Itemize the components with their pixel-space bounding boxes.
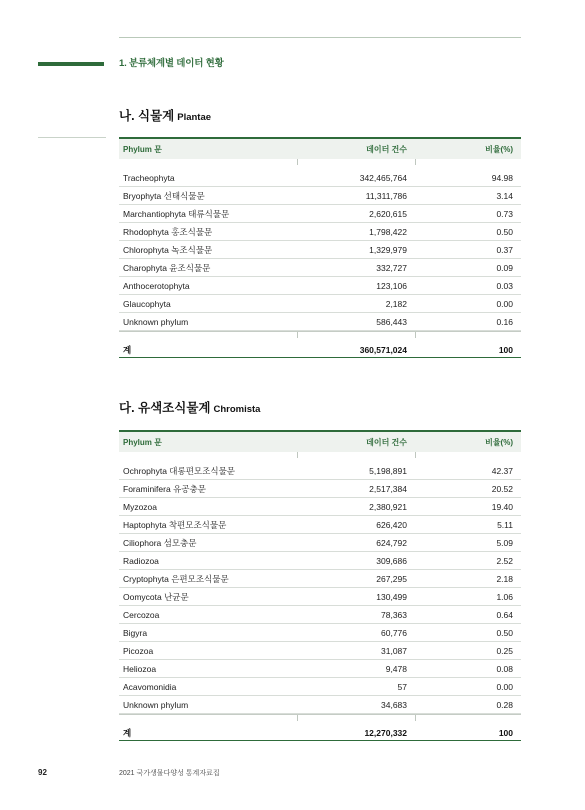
count-cell: 1,329,979 <box>369 244 407 255</box>
count-cell: 78,363 <box>381 609 407 620</box>
header-pct: 비율(%) <box>485 144 513 154</box>
phylum-cell: Marchantiophyta 태류식물문 <box>123 208 230 219</box>
phylum-cell: Charophyta 윤조식물문 <box>123 262 211 273</box>
count-cell: 31,087 <box>381 645 407 656</box>
pct-cell: 1.06 <box>496 591 513 602</box>
chromista-title-en: Chromista <box>213 404 261 415</box>
count-cell: 2,620,615 <box>369 208 407 219</box>
phylum-cell: Rhodophyta 홍조식물문 <box>123 226 213 237</box>
table-row <box>119 169 521 187</box>
total-pct: 100 <box>498 727 513 738</box>
count-cell: 586,443 <box>376 316 407 327</box>
pct-cell: 5.11 <box>497 519 513 530</box>
table-row <box>119 660 521 678</box>
chromista-title-kr: 다. 유색조식물계 <box>119 401 211 415</box>
phylum-cell: Oomycota 난균문 <box>123 591 189 602</box>
count-cell: 123,106 <box>376 280 407 291</box>
table-row <box>119 606 521 624</box>
table-row <box>119 516 521 534</box>
top-divider <box>119 37 521 38</box>
table-row <box>119 187 521 205</box>
pct-cell: 0.28 <box>496 699 513 710</box>
table-row <box>119 642 521 660</box>
count-cell: 342,465,764 <box>359 172 407 183</box>
pct-cell: 42.37 <box>491 465 513 476</box>
phylum-cell: Cryptophyta 은편모조식물문 <box>123 573 229 584</box>
pct-cell: 3.14 <box>496 190 513 201</box>
count-cell: 60,776 <box>381 627 407 638</box>
plantae-title <box>119 106 211 124</box>
pct-cell: 2.18 <box>496 573 513 584</box>
phylum-cell: Heliozoa <box>123 663 157 674</box>
table-total-row <box>119 342 521 358</box>
tick-row <box>119 159 521 169</box>
pct-cell: 20.52 <box>491 483 513 494</box>
table-header <box>119 430 521 452</box>
phylum-cell: Radiozoa <box>123 555 159 566</box>
phylum-cell: Haptophyta 착편모조식물문 <box>123 519 227 530</box>
table-body <box>119 169 521 331</box>
pct-cell: 0.73 <box>496 208 513 219</box>
phylum-cell: Bryophyta 선태식물문 <box>123 190 205 201</box>
table-header <box>119 137 521 159</box>
total-label: 계 <box>123 344 132 355</box>
phylum-cell: Ciliophora 섬모충문 <box>123 537 197 548</box>
pct-cell: 94.98 <box>491 172 513 183</box>
count-cell: 309,686 <box>376 555 407 566</box>
table-row <box>119 277 521 295</box>
pct-cell: 0.64 <box>496 609 513 620</box>
chromista-table <box>119 430 521 741</box>
pct-cell: 19.40 <box>491 501 513 512</box>
count-cell: 626,420 <box>376 519 407 530</box>
phylum-cell: Tracheophyta <box>123 172 175 183</box>
table-row <box>119 624 521 642</box>
count-cell: 332,727 <box>376 262 407 273</box>
count-cell: 130,499 <box>376 591 407 602</box>
pct-cell: 0.25 <box>496 645 513 656</box>
total-label: 계 <box>123 727 132 738</box>
pct-cell: 0.16 <box>496 316 513 327</box>
pct-cell: 0.08 <box>496 663 513 674</box>
count-cell: 267,295 <box>376 573 407 584</box>
phylum-cell: Unknown phylum <box>123 316 189 327</box>
section-heading: 1. 분류체계별 데이터 현황 <box>119 58 224 69</box>
pct-cell: 0.50 <box>496 226 513 237</box>
pct-cell: 2.52 <box>496 555 513 566</box>
table-total-row <box>119 725 521 741</box>
table-row <box>119 313 521 331</box>
count-cell: 2,380,921 <box>369 501 407 512</box>
page-number: 92 <box>38 768 47 777</box>
pct-cell: 0.00 <box>496 298 513 309</box>
table-row <box>119 295 521 313</box>
header-phylum: Phylum 문 <box>123 437 162 447</box>
table-row <box>119 223 521 241</box>
table-row <box>119 205 521 223</box>
plantae-title-kr: 나. 식물계 <box>119 109 175 123</box>
pct-cell: 0.00 <box>496 681 513 692</box>
phylum-cell: Cercozoa <box>123 609 160 620</box>
total-count: 360,571,024 <box>359 344 407 355</box>
table-row <box>119 588 521 606</box>
count-cell: 9,478 <box>385 663 407 674</box>
count-cell: 11,311,786 <box>365 190 407 201</box>
table-row <box>119 498 521 516</box>
margin-divider <box>38 137 106 138</box>
table-row <box>119 678 521 696</box>
phylum-cell: Foraminifera 유공충문 <box>123 483 206 494</box>
header-count: 데이터 건수 <box>366 437 407 447</box>
count-cell: 57 <box>397 681 407 692</box>
total-count: 12,270,332 <box>364 727 407 738</box>
header-phylum: Phylum 문 <box>123 144 162 154</box>
phylum-cell: Picozoa <box>123 645 154 656</box>
count-cell: 2,517,384 <box>369 483 407 494</box>
chromista-title <box>119 398 260 416</box>
table-row <box>119 259 521 277</box>
phylum-cell: Myzozoa <box>123 501 158 512</box>
pct-cell: 0.03 <box>496 280 513 291</box>
count-cell: 5,198,891 <box>369 465 407 476</box>
phylum-cell: Glaucophyta <box>123 298 171 309</box>
phylum-cell: Chlorophyta 녹조식물문 <box>123 244 213 255</box>
section-accent-bar <box>38 62 104 66</box>
footer-book-title: 2021 국가생물다양성 통계자료집 <box>119 770 220 777</box>
table-row <box>119 552 521 570</box>
pct-cell: 0.37 <box>496 244 513 255</box>
total-separator <box>119 714 521 725</box>
total-separator <box>119 331 521 342</box>
phylum-cell: Unknown phylum <box>123 699 189 710</box>
table-row <box>119 696 521 714</box>
phylum-cell: Anthocerotophyta <box>123 280 190 291</box>
tick-row <box>119 452 521 462</box>
plantae-table <box>119 137 521 358</box>
pct-cell: 0.09 <box>496 262 513 273</box>
header-count: 데이터 건수 <box>366 144 407 154</box>
table-body <box>119 462 521 714</box>
table-row <box>119 462 521 480</box>
phylum-cell: Ochrophyta 대롱편모조식물문 <box>123 465 235 476</box>
total-pct: 100 <box>498 344 513 355</box>
pct-cell: 0.50 <box>496 627 513 638</box>
count-cell: 624,792 <box>376 537 407 548</box>
phylum-cell: Bigyra <box>123 627 148 638</box>
table-row <box>119 241 521 259</box>
count-cell: 1,798,422 <box>369 226 407 237</box>
count-cell: 2,182 <box>385 298 407 309</box>
phylum-cell: Acavomonidia <box>123 681 177 692</box>
table-row <box>119 534 521 552</box>
plantae-title-en: Plantae <box>177 112 212 123</box>
header-pct: 비율(%) <box>485 437 513 447</box>
pct-cell: 5.09 <box>496 537 513 548</box>
count-cell: 34,683 <box>381 699 407 710</box>
table-row <box>119 480 521 498</box>
table-row <box>119 570 521 588</box>
